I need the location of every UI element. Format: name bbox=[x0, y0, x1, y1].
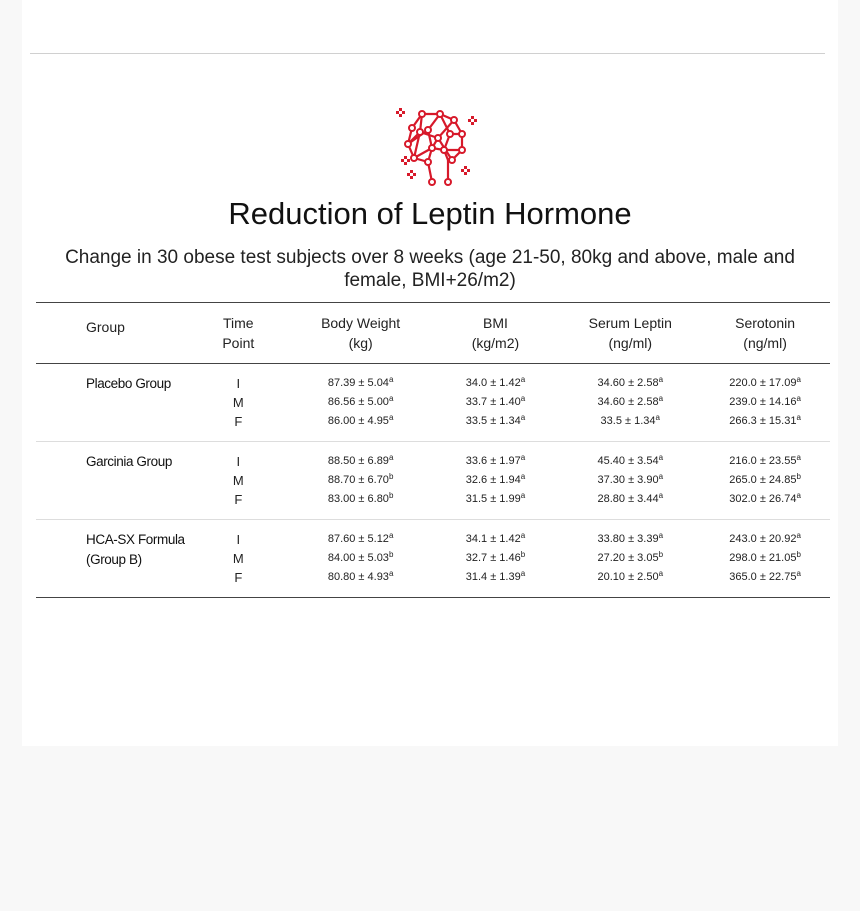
cell-value: 239.0 ± 14.16 bbox=[729, 396, 797, 408]
top-divider bbox=[30, 53, 825, 54]
cell-value: 33.80 ± 3.39 bbox=[597, 533, 659, 545]
cell-value: 34.60 ± 2.58 bbox=[597, 396, 659, 408]
cell-value: F bbox=[234, 570, 243, 585]
serum-leptin-column bbox=[560, 452, 700, 509]
time-point-cell bbox=[186, 490, 291, 509]
cell-value: 33.5 ± 1.34 bbox=[600, 415, 656, 427]
serotonin-cell bbox=[700, 374, 830, 393]
cell-value: 88.50 ± 6.89 bbox=[327, 455, 389, 467]
significance-superscript: a bbox=[520, 453, 526, 462]
cell-value: 33.5 ± 1.34 bbox=[465, 415, 521, 427]
serum-leptin-column bbox=[560, 374, 700, 431]
serum-leptin-cell bbox=[560, 568, 700, 587]
cell-value: 87.60 ± 5.12 bbox=[327, 533, 389, 545]
significance-superscript: a bbox=[388, 394, 394, 403]
serum-leptin-cell bbox=[560, 393, 700, 412]
bmi-cell bbox=[431, 549, 561, 568]
significance-superscript: b bbox=[388, 472, 394, 481]
brain-network-icon bbox=[392, 100, 482, 190]
serum-leptin-cell bbox=[560, 530, 700, 549]
serotonin-cell bbox=[700, 452, 830, 471]
header-group bbox=[36, 303, 186, 337]
cell-value: 86.00 ± 4.95 bbox=[327, 415, 389, 427]
time-point-cell bbox=[186, 374, 291, 393]
cell-value: 84.00 ± 5.03 bbox=[327, 552, 389, 564]
group-name-line: HCA-SX Formula bbox=[86, 532, 185, 547]
significance-superscript: a bbox=[796, 394, 801, 403]
cell-value: 28.80 ± 3.44 bbox=[597, 493, 659, 505]
serotonin-cell bbox=[700, 471, 830, 490]
significance-superscript: b bbox=[388, 550, 394, 559]
cell-value: 220.0 ± 17.09 bbox=[729, 377, 797, 389]
bmi-cell bbox=[431, 530, 561, 549]
significance-superscript: a bbox=[520, 375, 526, 384]
significance-superscript: a bbox=[796, 453, 801, 462]
significance-superscript: a bbox=[388, 569, 394, 578]
bmi-cell bbox=[431, 412, 561, 431]
table-group bbox=[36, 442, 830, 519]
cell-value: 83.00 ± 6.80 bbox=[327, 493, 389, 505]
significance-superscript: a bbox=[388, 453, 394, 462]
body-weight-cell bbox=[291, 530, 431, 549]
header-ser-line2: (ng/ml) bbox=[743, 335, 787, 351]
significance-superscript: a bbox=[388, 531, 394, 540]
header-time-point bbox=[186, 313, 291, 353]
cell-value: 243.0 ± 20.92 bbox=[729, 533, 797, 545]
bmi-cell bbox=[431, 374, 561, 393]
time-point-cell bbox=[186, 471, 291, 490]
table-body bbox=[36, 364, 830, 597]
cell-value: 365.0 ± 22.75 bbox=[729, 571, 797, 583]
time-point-cell bbox=[186, 393, 291, 412]
serum-leptin-column bbox=[560, 530, 700, 587]
cell-value: 86.56 ± 5.00 bbox=[327, 396, 389, 408]
significance-superscript: a bbox=[388, 413, 394, 422]
body-weight-cell bbox=[291, 490, 431, 509]
body-weight-column bbox=[291, 452, 431, 509]
cell-value: I bbox=[236, 454, 241, 469]
cell-value: 31.5 ± 1.99 bbox=[465, 493, 521, 505]
significance-superscript: b bbox=[520, 550, 526, 559]
significance-superscript: a bbox=[796, 375, 801, 384]
header-bw-line2: (kg) bbox=[348, 335, 373, 351]
bmi-cell bbox=[431, 471, 561, 490]
header-serotonin bbox=[700, 313, 830, 353]
time-point-column bbox=[186, 530, 291, 587]
bmi-cell bbox=[431, 490, 561, 509]
significance-superscript: a bbox=[658, 472, 664, 481]
results-table bbox=[36, 302, 830, 598]
serotonin-cell bbox=[700, 530, 830, 549]
significance-superscript: a bbox=[658, 531, 664, 540]
significance-superscript: a bbox=[388, 375, 394, 384]
significance-superscript: a bbox=[520, 413, 526, 422]
group-name-line: Placebo Group bbox=[86, 376, 171, 391]
significance-superscript: a bbox=[520, 472, 526, 481]
serotonin-cell bbox=[700, 490, 830, 509]
cell-value: M bbox=[232, 473, 244, 488]
time-point-cell bbox=[186, 549, 291, 568]
cell-value: 32.6 ± 1.94 bbox=[465, 474, 521, 486]
cell-value: M bbox=[232, 551, 244, 566]
body-weight-cell bbox=[291, 549, 431, 568]
body-weight-column bbox=[291, 374, 431, 431]
cell-value: 31.4 ± 1.39 bbox=[465, 571, 521, 583]
serum-leptin-cell bbox=[560, 452, 700, 471]
significance-superscript: a bbox=[658, 569, 664, 578]
serum-leptin-cell bbox=[560, 374, 700, 393]
time-point-column bbox=[186, 374, 291, 431]
cell-value: 34.60 ± 2.58 bbox=[597, 377, 659, 389]
header-ser-line1: Serotonin bbox=[735, 315, 796, 331]
significance-superscript: b bbox=[658, 550, 664, 559]
header-time-line1: Time bbox=[222, 315, 254, 331]
cell-value: 45.40 ± 3.54 bbox=[597, 455, 659, 467]
significance-superscript: a bbox=[520, 569, 526, 578]
page-subtitle: Change in 30 obese test subjects over 8 weeks (age 21-50, 80kg and above, male and female, BMI+26/m2) bbox=[65, 247, 795, 291]
cell-value: I bbox=[236, 376, 241, 391]
cell-value: 27.20 ± 3.05 bbox=[597, 552, 659, 564]
table-group bbox=[36, 364, 830, 441]
serotonin-cell bbox=[700, 549, 830, 568]
cell-value: I bbox=[236, 532, 241, 547]
cell-value: 302.0 ± 26.74 bbox=[729, 493, 797, 505]
cell-value: 216.0 ± 23.55 bbox=[729, 455, 797, 467]
group-name bbox=[36, 530, 186, 587]
body-weight-column bbox=[291, 530, 431, 587]
cell-value: 20.10 ± 2.50 bbox=[597, 571, 659, 583]
serotonin-column bbox=[700, 374, 830, 431]
header-serum-leptin bbox=[560, 313, 700, 353]
serum-leptin-cell bbox=[560, 412, 700, 431]
significance-superscript: a bbox=[658, 375, 664, 384]
header-sl-line1: Serum Leptin bbox=[588, 315, 672, 331]
cell-value: 88.70 ± 6.70 bbox=[327, 474, 389, 486]
significance-superscript: b bbox=[796, 472, 801, 481]
serotonin-cell bbox=[700, 393, 830, 412]
body-weight-cell bbox=[291, 412, 431, 431]
significance-superscript: a bbox=[658, 491, 664, 500]
time-point-cell bbox=[186, 568, 291, 587]
significance-superscript: a bbox=[520, 531, 526, 540]
group-name bbox=[36, 452, 186, 509]
cell-value: F bbox=[234, 414, 243, 429]
significance-superscript: a bbox=[796, 569, 801, 578]
significance-superscript: b bbox=[388, 491, 394, 500]
cell-value: M bbox=[232, 395, 244, 410]
body-weight-cell bbox=[291, 452, 431, 471]
cell-value: 265.0 ± 24.85 bbox=[729, 474, 797, 486]
header-bmi-line2: (kg/m2) bbox=[471, 335, 520, 351]
serotonin-cell bbox=[700, 412, 830, 431]
time-point-cell bbox=[186, 530, 291, 549]
bmi-column bbox=[431, 452, 561, 509]
bmi-cell bbox=[431, 568, 561, 587]
significance-superscript: b bbox=[796, 550, 801, 559]
header-sl-line2: (ng/ml) bbox=[608, 335, 653, 351]
body-weight-cell bbox=[291, 471, 431, 490]
bmi-column bbox=[431, 374, 561, 431]
significance-superscript: a bbox=[658, 394, 664, 403]
significance-superscript: a bbox=[658, 453, 664, 462]
significance-superscript: a bbox=[796, 531, 801, 540]
header-group-label: Group bbox=[86, 319, 125, 335]
cell-value: F bbox=[234, 492, 243, 507]
cell-value: 298.0 ± 21.05 bbox=[729, 552, 797, 564]
cell-value: 266.3 ± 15.31 bbox=[729, 415, 797, 427]
header-body-weight bbox=[291, 313, 431, 353]
group-name-line: Garcinia Group bbox=[86, 454, 172, 469]
time-point-cell bbox=[186, 412, 291, 431]
group-name bbox=[36, 374, 186, 431]
cell-value: 87.39 ± 5.04 bbox=[327, 377, 389, 389]
cell-value: 32.7 ± 1.46 bbox=[465, 552, 521, 564]
table-group bbox=[36, 520, 830, 597]
cell-value: 34.0 ± 1.42 bbox=[465, 377, 521, 389]
serotonin-column bbox=[700, 530, 830, 587]
bmi-column bbox=[431, 530, 561, 587]
serotonin-column bbox=[700, 452, 830, 509]
header-bmi bbox=[431, 313, 561, 353]
content-card bbox=[22, 0, 838, 746]
serum-leptin-cell bbox=[560, 549, 700, 568]
header-bw-line1: Body Weight bbox=[321, 315, 401, 331]
significance-superscript: a bbox=[796, 491, 801, 500]
serum-leptin-cell bbox=[560, 490, 700, 509]
significance-superscript: a bbox=[520, 491, 526, 500]
table-bottom-rule bbox=[36, 597, 830, 598]
significance-superscript: a bbox=[655, 413, 660, 422]
bmi-cell bbox=[431, 452, 561, 471]
serotonin-cell bbox=[700, 568, 830, 587]
group-name-line: (Group B) bbox=[86, 552, 142, 567]
header-time-line2: Point bbox=[222, 335, 255, 351]
table-header bbox=[36, 303, 830, 363]
time-point-column bbox=[186, 452, 291, 509]
cell-value: 34.1 ± 1.42 bbox=[465, 533, 521, 545]
cell-value: 37.30 ± 3.90 bbox=[597, 474, 659, 486]
significance-superscript: a bbox=[796, 413, 801, 422]
header-bmi-line1: BMI bbox=[483, 315, 508, 331]
significance-superscript: a bbox=[520, 394, 526, 403]
body-weight-cell bbox=[291, 374, 431, 393]
cell-value: 33.7 ± 1.40 bbox=[465, 396, 521, 408]
serum-leptin-cell bbox=[560, 471, 700, 490]
body-weight-cell bbox=[291, 568, 431, 587]
cell-value: 80.80 ± 4.93 bbox=[327, 571, 389, 583]
bmi-cell bbox=[431, 393, 561, 412]
page-title: Reduction of Leptin Hormone bbox=[228, 196, 632, 231]
body-weight-cell bbox=[291, 393, 431, 412]
time-point-cell bbox=[186, 452, 291, 471]
cell-value: 33.6 ± 1.97 bbox=[465, 455, 521, 467]
